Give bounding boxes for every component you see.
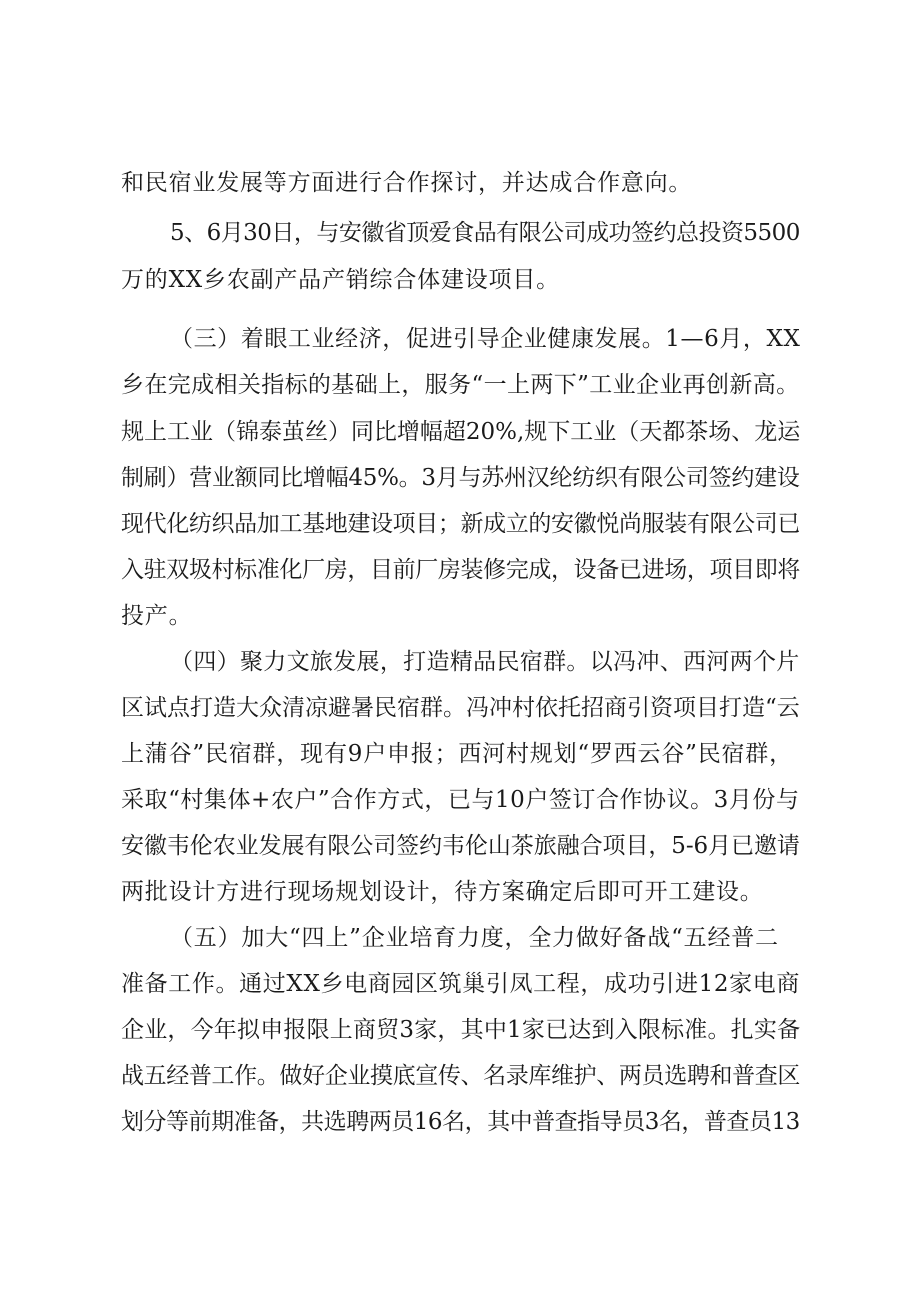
text-line: 制刷）营业额同比增幅45%。3月与苏州汉纶纺织有限公司签约建设 — [121, 465, 800, 491]
text-line: （三）着眼工业经济，促进引导企业健康发展。1—6月，XX — [170, 326, 801, 352]
text-line: 规上工业（锦泰茧丝）同比增幅超20%,规下工业（天都茶场、龙运 — [121, 419, 801, 445]
text-line: （五）加大“四上”企业培育力度，全力做好备战“五经普二 — [170, 925, 779, 951]
text-line: 5、6月30日，与安徽省顶爱食品有限公司成功签约总投资5500 — [170, 220, 800, 246]
text-line: 安徽韦伦农业发展有限公司签约韦伦山茶旅融合项目，5-6月已邀请 — [121, 833, 800, 859]
text-line: 准备工作。通过XX乡电商园区筑巢引凤工程，成功引进12家电商 — [121, 971, 801, 997]
text-line: 入驻双圾村标准化厂房，目前厂房装修完成，设备已进场，项目即将 — [121, 557, 801, 583]
text-line: 两批设计方进行现场规划设计，待方案确定后即可开工建设。 — [121, 879, 764, 905]
text-line: 乡在完成相关指标的基础上，服务“一上两下”工业企业再创新高。 — [121, 372, 800, 398]
text-line: 企业，今年拟申报限上商贸3家，其中1家已达到入限标准。扎实备 — [121, 1017, 801, 1043]
text-line: 区试点打造大众清凉避暑民宿群。冯冲村依托招商引资项目打造“云 — [121, 695, 800, 721]
text-line: 战五经普工作。做好企业摸底宣传、名录库维护、两员选聘和普查区 — [121, 1063, 801, 1089]
text-line: 采取“村集体+农户”合作方式，已与10户签订合作协议。3月份与 — [121, 787, 800, 813]
text-line: 上蒲谷”民宿群，现有9户申报；西河村规划“罗西云谷”民宿群， — [121, 741, 793, 767]
text-line: 投产。 — [121, 603, 193, 629]
text-line: 划分等前期准备，共选聘两员16名，其中普查指导员3名，普查员13 — [121, 1109, 800, 1135]
text-line: （四）聚力文旅发展，打造精品民宿群。以冯冲、西河两个片 — [170, 649, 800, 675]
text-line: 万的XX乡农副产品产销综合体建设项目。 — [121, 267, 560, 293]
text-line: 和民宿业发展等方面进行合作探讨，并达成合作意向。 — [121, 170, 693, 196]
text-line: 现代化纺织品加工基地建设项目；新成立的安徽悦尚服装有限公司已 — [121, 511, 801, 537]
